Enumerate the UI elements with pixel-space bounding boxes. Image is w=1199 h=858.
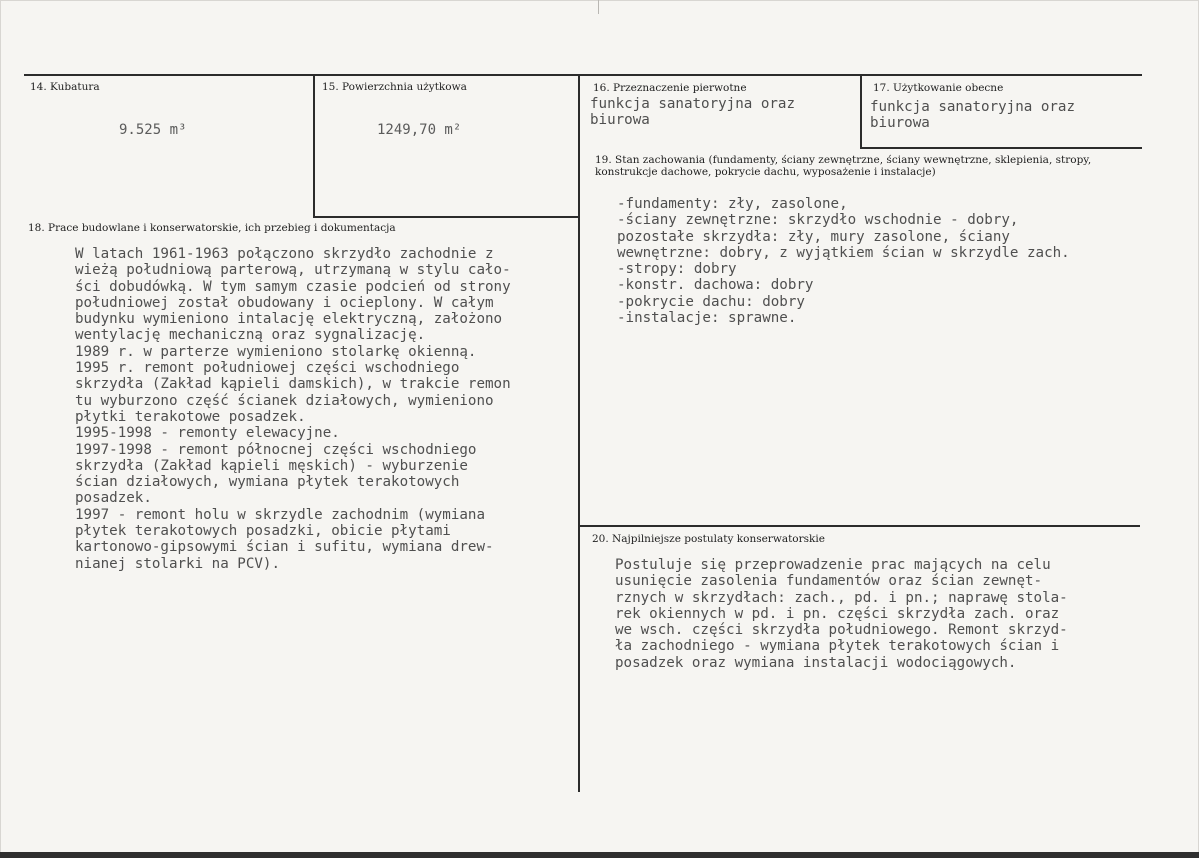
- top-tick-mark: [598, 0, 599, 14]
- field-18-text: W latach 1961-1963 połączono skrzydło zachodnie z wieżą południową parterową, utrzymaną w stylu cało- ści dobudówką. W tym samym czasie podcień od strony południowej został obudowany i ocieplony. W całym budynku wymieniono intalację elektryczną, założono wentylację mechaniczną oraz sygnalizację. 1989 r. w parterze wymieniono stolarkę okienną. 1995 r. remont południowej części wschodniego skrzydła (Zakład kąpieli damskich), w trakcie remon tu wyburzono część ścianek działowych, wymieniono płytki terakotowe posadzek. 1995-1998 - remonty elewacyjne. 1997-1998 - remont północnej części wschodniego skrzydła (Zakład kąpieli męskich) - wyburzenie ścian działowych, wymiana płytek terakotowych posadzek. 1997 - remont holu w skrzydle zachodnim (wymiana płytek terakotowych posadzki, obicie płytami kartonowo-gipsowymi ścian i sufitu, wymiana drew- nianej stolarki na PCV).: [75, 246, 511, 572]
- field-14-value: 9.525 m³: [119, 122, 187, 138]
- field-16-text: funkcja sanatoryjna oraz biurowa: [590, 96, 795, 129]
- field-14-label: 14. Kubatura: [30, 81, 100, 93]
- center-divider: [578, 74, 580, 792]
- field-19-label: 19. Stan zachowania (fundamenty, ściany zewnętrzne, ściany wewnętrzne, sklepienia, stropy, konstrukcje dachowe, pokrycie dachu, wyposażenie i instalacje): [595, 154, 1092, 178]
- divider-14-15: [313, 74, 315, 216]
- field-18-label: 18. Prace budowlane i konserwatorskie, ich przebieg i dokumentacja: [28, 222, 396, 234]
- field-17-text: funkcja sanatoryjna oraz biurowa: [870, 99, 1075, 132]
- rule-under-17: [860, 147, 1142, 149]
- field-17-label: 17. Użytkowanie obecne: [873, 82, 1004, 94]
- divider-16-17: [860, 74, 862, 148]
- card-bottom-edge: [0, 852, 1199, 858]
- field-19-text: -fundamenty: zły, zasolone, -ściany zewnętrzne: skrzydło wschodnie - dobry, pozostałe skrzydła: zły, mury zasolone, ściany wewnętrzne: dobry, z wyjątkiem ścian w skrzydle zach. -stropy: dobry -konstr. dachowa: dobry -pokrycie dachu: dobry -instalacje: sprawne.: [617, 196, 1070, 327]
- field-15-label: 15. Powierzchnia użytkowa: [322, 81, 467, 93]
- field-20-label: 20. Najpilniejsze postulaty konserwatorskie: [592, 533, 825, 545]
- rule-under-15: [313, 216, 580, 218]
- rule-above-20: [580, 525, 1140, 527]
- field-20-text: Postuluje się przeprowadzenie prac mających na celu usunięcie zasolenia fundamentów oraz ścian zewnęt- rznych w skrzydłach: zach., pd. i pn.; naprawę stola- rek okiennych w pd. i pn. części skrzydła zach. oraz we wsch. części skrzydła południowego. Remont skrzyd- ła zachodniego - wymiana płytek terakotowych ścian i posadzek oraz wymiana instalacji wodociągowych.: [615, 557, 1068, 671]
- field-15-value: 1249,70 m²: [377, 122, 462, 138]
- field-16-label: 16. Przeznaczenie pierwotne: [593, 82, 747, 94]
- top-rule: [24, 74, 1142, 76]
